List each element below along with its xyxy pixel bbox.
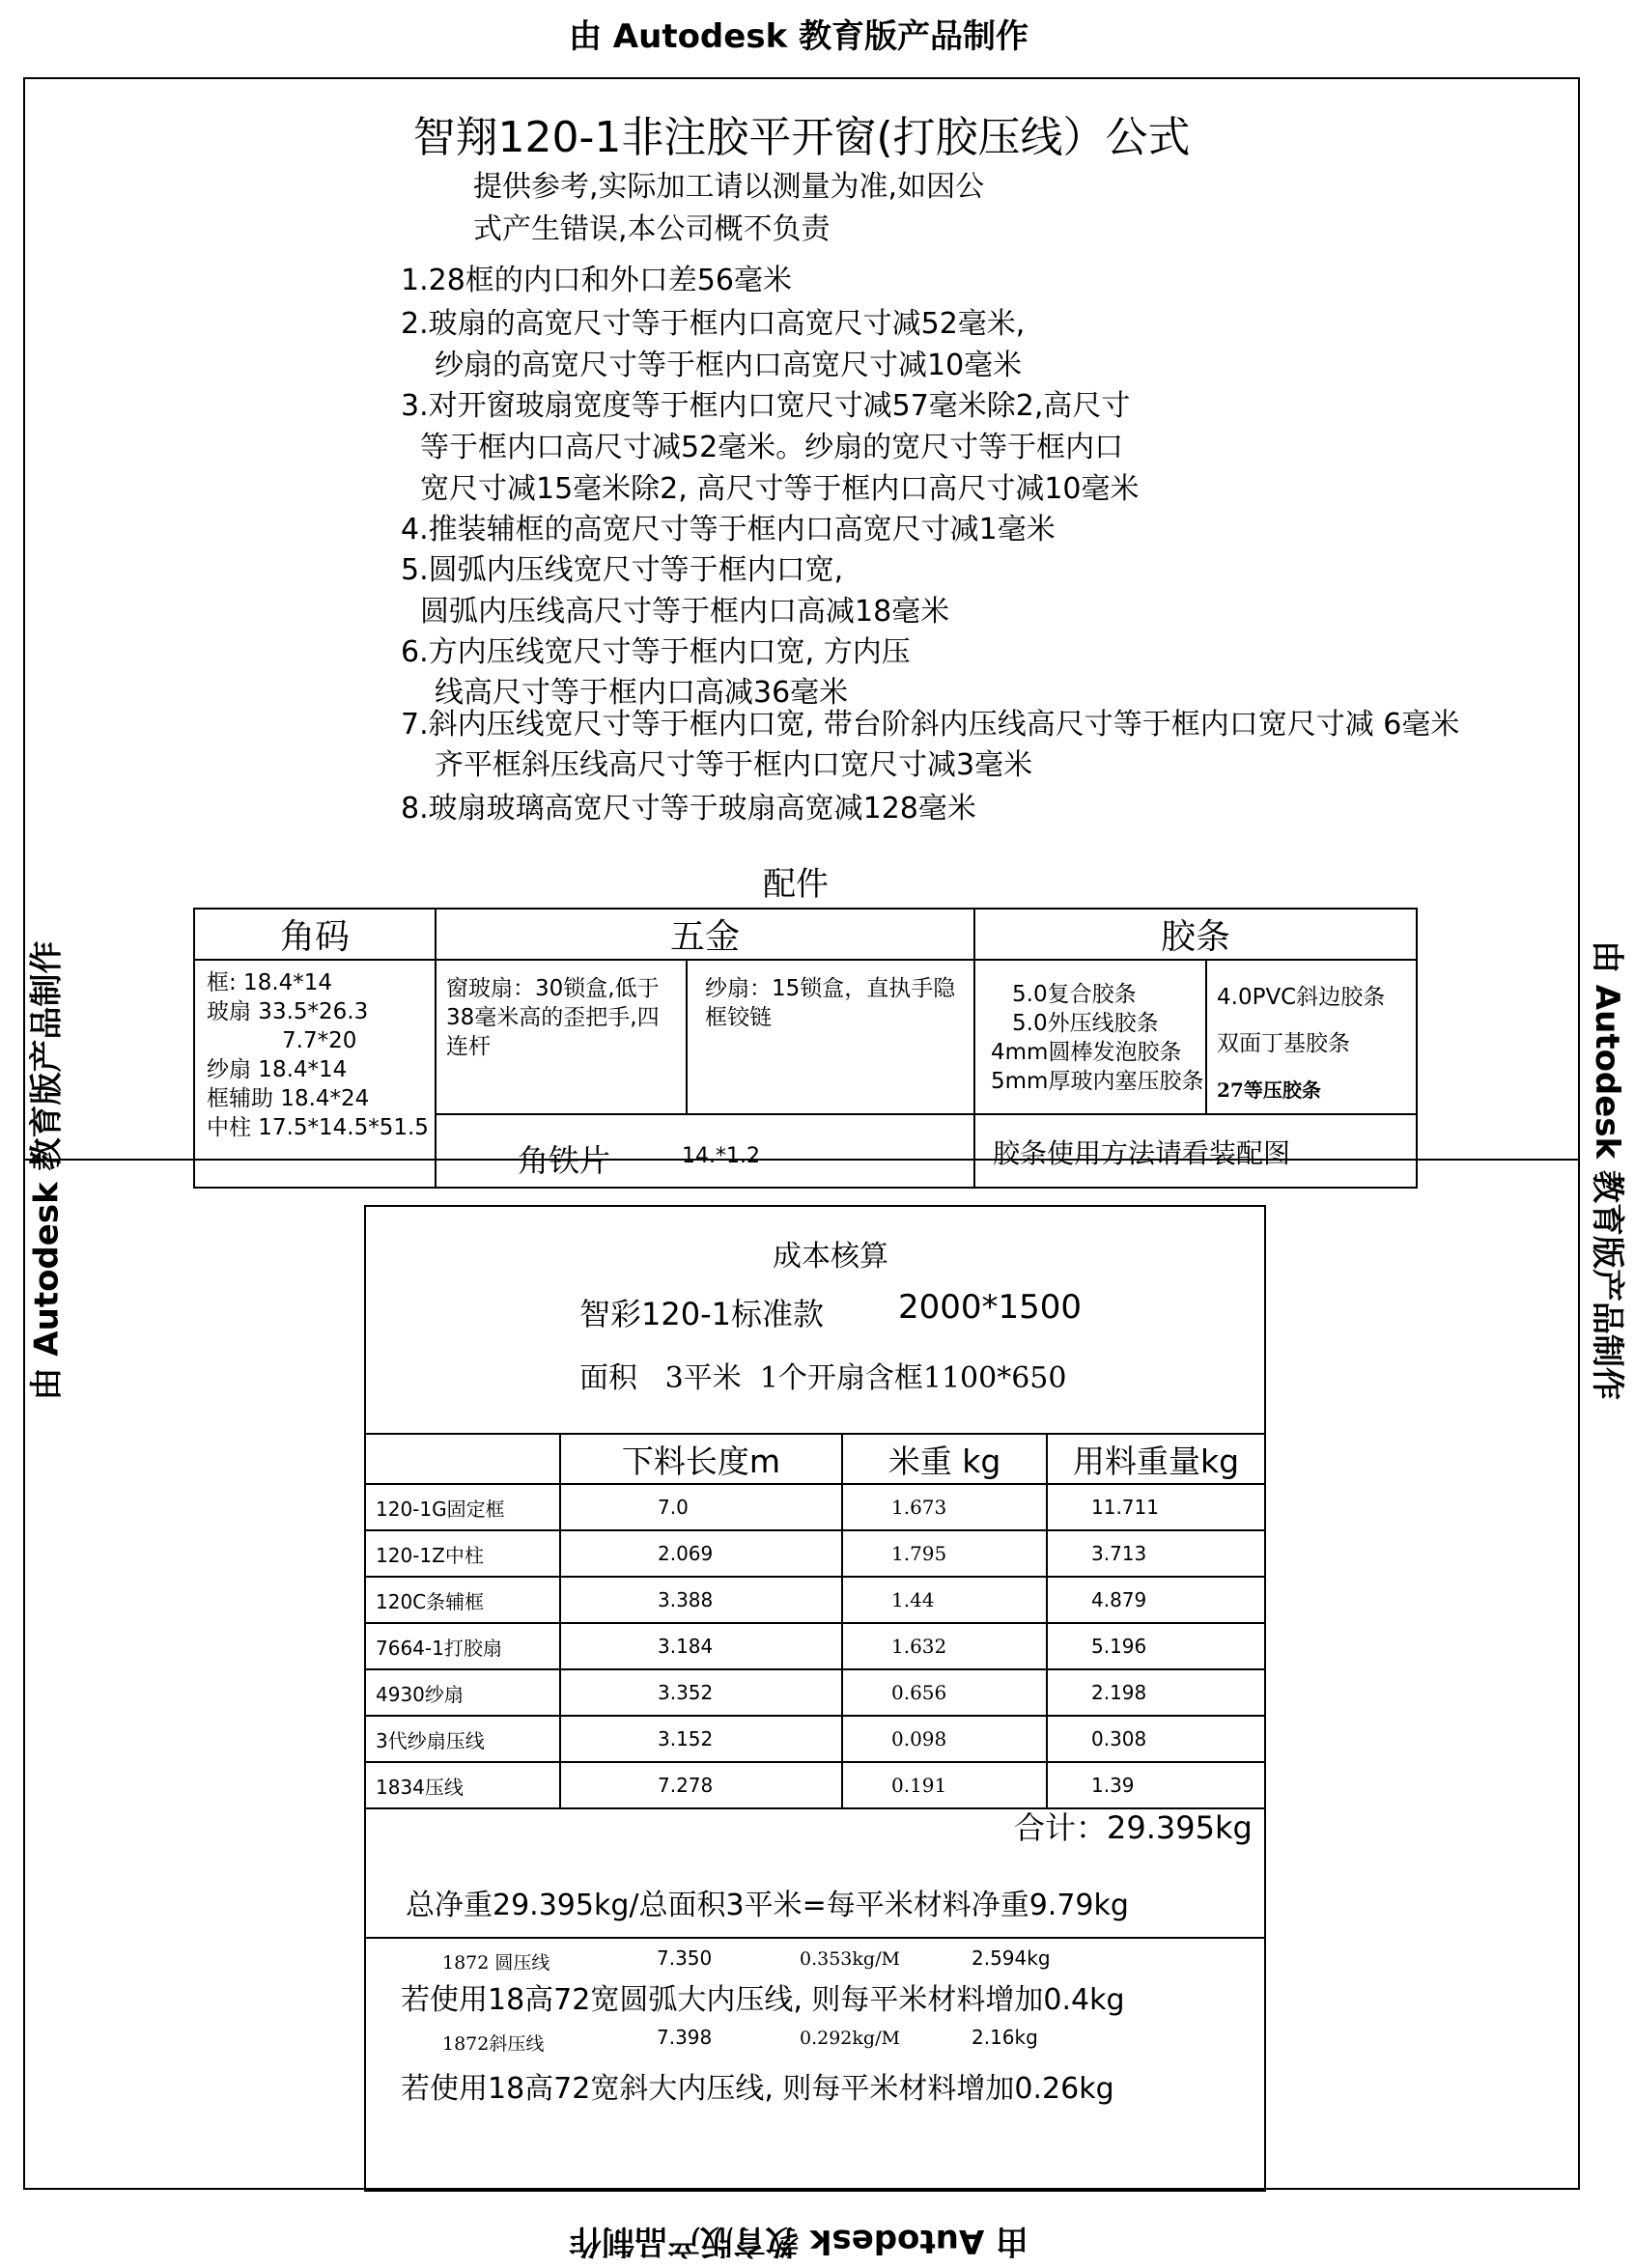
watermark-bottom: 由 Autodesk 教育版产品制作 [568, 2222, 1029, 2260]
column-header: 用料重量kg [1047, 1434, 1265, 1484]
rule-line: 纱扇的高宽尺寸等于框内口高宽尺寸减10毫米 [435, 349, 1023, 382]
strip-header: 胶条 [974, 909, 1417, 960]
corner-cell [194, 960, 436, 1188]
table-row [365, 1623, 1265, 1669]
angle-iron-cell [436, 1114, 974, 1188]
cost-total: 合计：29.395kg [1014, 1809, 1253, 1846]
rule-line: 圆弧内压线高尺寸等于框内口高减18毫米 [420, 595, 950, 629]
cell-length: 3.388 [560, 1577, 842, 1623]
rule-line: 2.玻扇的高宽尺寸等于框内口高宽尺寸减52毫米, [401, 307, 1026, 341]
option-length: 7.398 [657, 2026, 713, 2049]
strip-item: 双面丁基胶条 [1217, 1031, 1350, 1056]
hardware-header: 五金 [436, 909, 974, 960]
cost-model: 智彩120-1标准款 [579, 1296, 824, 1332]
corner-line: 中柱 17.5*14.5*51.5 [207, 1115, 429, 1140]
column-header: 米重 kg [842, 1434, 1047, 1484]
option-unit-weight: 0.292kg/M [800, 2028, 900, 2049]
divider [364, 1937, 1266, 1939]
screen-sash-text: 纱扇：15锁盒，直执手隐框铰链 [705, 976, 956, 1030]
corner-line: 框: 18.4*14 [207, 970, 333, 995]
rule-line: 线高尺寸等于框内口高减36毫米 [435, 676, 849, 710]
option-length: 7.350 [657, 1946, 713, 1970]
glass-sash-text: 窗玻扇：30锁盒,低于38毫米高的歪把手,四连杆 [446, 976, 660, 1059]
disclaimer-line: 式产生错误,本公司概不负责 [473, 212, 831, 246]
cell-weight: 3.713 [1047, 1530, 1265, 1577]
corner-line: 7.7*20 [282, 1028, 357, 1053]
option-unit-weight: 0.353kg/M [800, 1948, 900, 1970]
option-weight: 2.594kg [972, 1946, 1051, 1970]
corner-line: 纱扇 18.4*14 [207, 1057, 348, 1082]
strip-item: 4mm圆棒发泡胶条 [991, 1040, 1182, 1065]
cell-length: 7.278 [560, 1762, 842, 1808]
rule-line: 4.推装辅框的高宽尺寸等于框内口高宽尺寸减1毫米 [401, 513, 1056, 546]
corner-header: 角码 [194, 909, 436, 960]
option-weight: 2.16kg [972, 2026, 1038, 2049]
cell-length: 2.069 [560, 1530, 842, 1577]
option-note: 若使用18高72宽斜大内压线, 则每平米材料增加0.26kg [401, 2072, 1114, 2106]
table-row [365, 1577, 1265, 1623]
corner-line: 框辅助 18.4*24 [207, 1086, 370, 1111]
table-row [365, 1762, 1265, 1808]
option-note: 若使用18高72宽圆弧大内压线, 则每平米材料增加0.4kg [401, 1983, 1125, 2017]
watermark-right: 由 Autodesk 教育版产品制作 [1588, 939, 1626, 1401]
column-header [365, 1434, 560, 1484]
rule-line: 6.方内压线宽尺寸等于框内口宽, 方内压 [401, 635, 911, 669]
table-row [365, 1484, 1265, 1530]
cell-unit-weight: 0.191 [842, 1762, 1047, 1808]
cell-weight: 1.39 [1047, 1762, 1265, 1808]
rule-line: 齐平框斜压线高尺寸等于框内口宽尺寸减3毫米 [435, 748, 1033, 782]
cell-weight: 0.308 [1047, 1716, 1265, 1762]
cell-unit-weight: 0.656 [842, 1669, 1047, 1716]
cell-weight: 2.198 [1047, 1669, 1265, 1716]
cell-unit-weight: 1.795 [842, 1530, 1047, 1577]
rule-line: 等于框内口高尺寸减52毫米。纱扇的宽尺寸等于框内口 [420, 431, 1124, 464]
strip-right-cell [1206, 960, 1417, 1114]
cell-name: 3代纱扇压线 [365, 1716, 560, 1762]
option-name: 1872斜压线 [442, 2033, 545, 2055]
column-header: 下料长度m [560, 1434, 842, 1484]
watermark-left: 由 Autodesk 教育版产品制作 [27, 940, 67, 1401]
cell-length: 7.0 [560, 1484, 842, 1530]
strip-item: 5.0复合胶条 [1012, 982, 1137, 1007]
strip-item: 4.0PVC斜边胶条 [1217, 985, 1386, 1010]
cell-weight: 4.879 [1047, 1577, 1265, 1623]
angle-iron-size: 14.*1.2 [682, 1144, 760, 1168]
cell-unit-weight: 1.673 [842, 1484, 1047, 1530]
glass-sash-cell [436, 960, 687, 1114]
cell-name: 7664-1打胶扇 [365, 1623, 560, 1669]
rule-line: 1.28框的内口和外口差56毫米 [401, 264, 792, 297]
strip-left-cell [974, 960, 1206, 1114]
cell-length: 3.184 [560, 1623, 842, 1669]
cell-unit-weight: 1.44 [842, 1577, 1047, 1623]
cell-length: 3.352 [560, 1669, 842, 1716]
cost-size: 2000*1500 [898, 1288, 1083, 1327]
option-name: 1872 圆压线 [442, 1952, 550, 1974]
rule-line: 宽尺寸减15毫米除2, 高尺寸等于框内口高尺寸减10毫米 [420, 472, 1140, 506]
parts-table [193, 908, 1418, 1189]
net-weight: 总净重29.395kg/总面积3平米=每平米材料净重9.79kg [406, 1889, 1129, 1922]
cell-weight: 11.711 [1047, 1484, 1265, 1530]
screen-sash-cell [687, 960, 974, 1114]
cost-header-row [365, 1434, 1265, 1484]
table-row [365, 1530, 1265, 1577]
cell-name: 120-1G固定框 [365, 1484, 560, 1530]
cell-unit-weight: 0.098 [842, 1716, 1047, 1762]
rule-line: 8.玻扇玻璃高宽尺寸等于玻扇高宽减128毫米 [401, 792, 976, 826]
cell-name: 4930纱扇 [365, 1669, 560, 1716]
rule-line: 3.对开窗玻扇宽度等于框内口宽尺寸减57毫米除2,高尺寸 [401, 389, 1131, 423]
rule-line: 7.斜内压线宽尺寸等于框内口宽, 带台阶斜内压线高尺寸等于框内口宽尺寸减 6毫米 [401, 708, 1460, 742]
corner-line: 玻扇 33.5*26.3 [207, 999, 369, 1024]
rule-line: 5.圆弧内压线宽尺寸等于框内口宽, [401, 553, 844, 587]
strip-item: 27等压胶条 [1217, 1078, 1321, 1102]
parts-title: 配件 [763, 865, 829, 904]
disclaimer [473, 166, 984, 251]
cell-unit-weight: 1.632 [842, 1623, 1047, 1669]
cell-name: 120-1Z中柱 [365, 1530, 560, 1577]
cost-table [364, 1433, 1266, 1809]
cost-title: 成本核算 [773, 1240, 888, 1274]
cell-weight: 5.196 [1047, 1623, 1265, 1669]
cell-length: 3.152 [560, 1716, 842, 1762]
cell-name: 120C条辅框 [365, 1577, 560, 1623]
table-row [365, 1716, 1265, 1762]
strip-note-cell [974, 1114, 1417, 1188]
disclaimer-line: 提供参考,实际加工请以测量为准,如因公 [473, 170, 985, 204]
strip-note: 胶条使用方法请看装配图 [993, 1137, 1291, 1169]
cost-area: 面积 3平米 1个开扇含框1100*650 [579, 1361, 1067, 1395]
cell-name: 1834压线 [365, 1762, 560, 1808]
page-title: 智翔120-1非注胶平开窗(打胶压线）公式 [412, 113, 1191, 162]
angle-iron-label: 角铁片 [518, 1142, 611, 1179]
strip-item: 5.0外压线胶条 [1012, 1011, 1159, 1036]
table-row [365, 1669, 1265, 1716]
watermark-top: 由 Autodesk 教育版产品制作 [568, 17, 1029, 56]
strip-item: 5mm厚玻内塞压胶条 [991, 1069, 1204, 1094]
